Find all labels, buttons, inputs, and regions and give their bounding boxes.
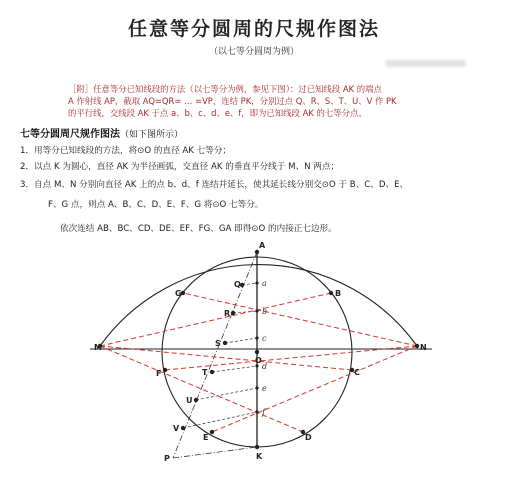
label-point-a: A: [259, 241, 266, 250]
heading-note: （如下图所示）: [120, 130, 184, 140]
parallel-line: [183, 412, 257, 428]
label-point-v: V: [173, 424, 180, 433]
closing-line: 依次连结 AB、BC、CD、DE、EF、FG、GA 即得⊙O 的内接正七边形。: [60, 224, 337, 234]
construction-line: [100, 346, 352, 370]
point-r: [231, 311, 235, 315]
point-s: [223, 341, 227, 345]
construction-line: [165, 346, 417, 370]
point-v: [181, 426, 185, 430]
label-division-c: c: [262, 334, 267, 343]
point-k: [255, 445, 259, 449]
label-point-p: P: [164, 454, 170, 463]
label-point-r: R: [224, 309, 231, 318]
parallel-line: [225, 338, 257, 343]
label-division-f: f: [262, 408, 265, 417]
page-subtitle: （以七等分圆周为例）: [208, 47, 299, 57]
point-o: [255, 350, 259, 354]
point-a: [255, 250, 259, 254]
label-point-q: Q: [234, 280, 241, 289]
note-line: ［附］任意等分已知线段的方法（以七等分为例，参见下图）：过已知线段 AK 的端点: [68, 84, 382, 94]
arc-from-k: [100, 265, 417, 346]
step-3: 3．自点 M、N 分别向直径 AK 上的点 b、d、f 连结并延长，使其延长线分别交⊙O 于 B、C、D、E、: [20, 180, 409, 190]
division-point-e: [255, 386, 258, 389]
label-point-u: U: [186, 396, 193, 405]
label-point-m: M: [94, 343, 102, 352]
label-point-d: D: [305, 433, 312, 442]
parallel-line: [196, 388, 257, 400]
page-title: 任意等分圆周的尺规作图法: [127, 18, 380, 40]
label-point-e: E: [203, 433, 209, 442]
division-point-c: [255, 336, 258, 339]
point-u: [194, 398, 198, 402]
label-point-n: N: [420, 343, 427, 352]
point-n: [415, 344, 419, 348]
label-division-a: a: [262, 279, 267, 288]
label-point-c: C: [354, 368, 360, 377]
division-point-a: [255, 281, 258, 284]
point-b: [329, 291, 333, 295]
label-point-f: F: [156, 369, 162, 378]
label-division-b: b: [262, 307, 268, 316]
step-2: 2．以点 K 为圆心，直径 AK 为半径画弧，交直径 AK 的垂直平分线于 M、N 两点；: [20, 162, 340, 172]
label-point-t: T: [202, 368, 208, 377]
point-f: [163, 368, 167, 372]
note-line: 的平行线，交线段 AK 于点 a、b、c、d、e、f，即为已知线段 AK 的七等分点。: [68, 108, 367, 118]
step-1: 1．用等分已知线段的方法，将⊙O 的直径 AK 七等分；: [20, 146, 232, 156]
label-division-d: d: [262, 362, 268, 371]
point-e: [210, 430, 214, 434]
division-point-b: [255, 309, 258, 312]
parallel-line: [212, 366, 257, 372]
construction-line: [212, 346, 417, 432]
note-line: A 作射线 AP，截取 AQ=QR= … =VP，连结 PK，分别过点 Q、R、S、T、U、V 作 PK: [68, 96, 397, 106]
heading-text: 七等分圆周尺规作图法: [20, 129, 120, 140]
label-point-o: O: [255, 356, 262, 365]
point-t: [210, 370, 214, 374]
label-point-s: S: [215, 339, 221, 348]
label-point-g: G: [175, 289, 182, 298]
label-division-e: e: [262, 384, 267, 393]
segment-pk: [173, 447, 257, 458]
label-point-b: B: [335, 289, 342, 298]
step-3-continued: F、G 点，则点 A、B、C、D、E、F、G 将⊙O 七等分。: [48, 200, 264, 210]
division-point-f: [255, 410, 258, 413]
label-point-k: K: [256, 452, 263, 461]
